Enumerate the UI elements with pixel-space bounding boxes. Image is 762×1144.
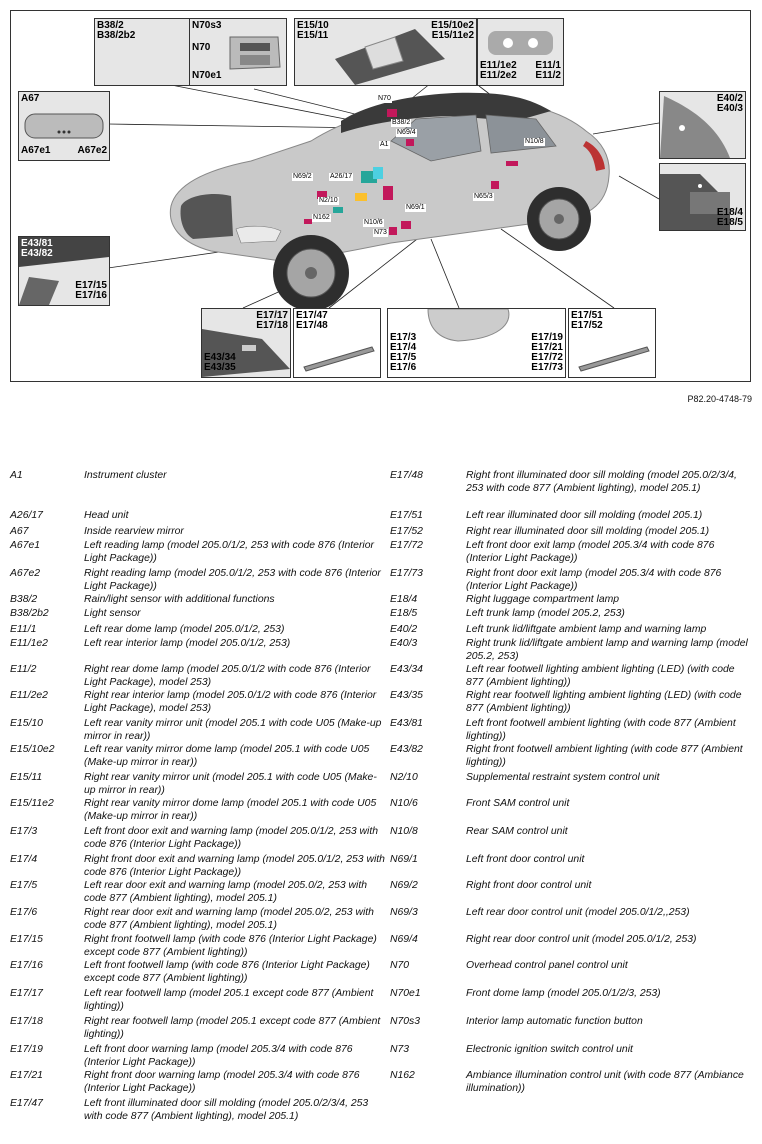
- legend-description: Right front door warning lamp (model 205.3/4 with code 876 (Interior Light Package)): [84, 1070, 360, 1094]
- legend-code: E17/6: [10, 907, 38, 918]
- legend-description: Electronic ignition switch control unit: [466, 1044, 633, 1055]
- legend-description: Left front footwell lamp (with code 876 (Interior Light Package) except code 877 (Ambient lighting)): [84, 960, 370, 984]
- inset-n70-label-2: N70: [192, 42, 211, 53]
- inset-e40: [659, 91, 746, 159]
- inset-e43-81: [18, 236, 110, 306]
- legend-description: Rear SAM control unit: [466, 826, 568, 837]
- legend-code: A26/17: [10, 510, 43, 521]
- inset-e17-3-label-8: E17/73: [531, 362, 563, 373]
- inset-b38: [94, 18, 195, 86]
- inset-e15-label-2: E15/11: [297, 30, 329, 41]
- legend-code: A67e1: [10, 540, 41, 551]
- legend-code: A67e2: [10, 568, 41, 579]
- inset-n70-label-1: N70s3: [192, 20, 222, 31]
- inset-e18-label-1: E18/4: [716, 207, 743, 218]
- legend-description: Head unit: [84, 510, 129, 521]
- legend-code: B38/2b2: [10, 608, 49, 619]
- legend-description: Left front door exit and warning lamp (model 205.0/1/2, 253 with code 876 (Interior Light Package)): [84, 826, 378, 850]
- legend-code: E17/17: [10, 988, 43, 999]
- legend-row: [390, 568, 752, 593]
- legend-code: E17/52: [390, 526, 423, 537]
- legend-description: Left rear illuminated door sill molding (model 205.1): [466, 510, 703, 521]
- legend-code: E17/18: [10, 1016, 43, 1027]
- legend-code: N10/6: [390, 798, 418, 809]
- legend-row: [10, 664, 385, 689]
- legend-description: Inside rearview mirror: [84, 526, 184, 537]
- legend-description: Right front illuminated door sill molding (model 205.0/2/3/4, 253 with code 877 (Ambient lighting), model 205.1): [466, 470, 737, 494]
- legend-description: Ambiance illumination control unit (with code 877 (Ambiance illumination)): [466, 1070, 744, 1094]
- legend-code: E17/48: [390, 470, 423, 481]
- inset-e40-label-2: E40/3: [716, 103, 743, 114]
- legend-row: [10, 880, 385, 905]
- legend-row: [390, 907, 752, 920]
- callout-n69-1: N69/1: [406, 204, 425, 211]
- inset-e17-3-label-7: E17/72: [531, 352, 563, 363]
- legend-description: Left rear interior lamp (model 205.0/1/2, 253): [84, 638, 291, 649]
- inset-e11-label-4: E11/2: [535, 70, 561, 81]
- legend-description: Left front footwell ambient lighting (with code 877 (Ambient lighting)): [466, 718, 736, 742]
- legend-description: Left rear footwell lighting ambient lighting (LED) (with code 877 (Ambient lighting)): [466, 664, 735, 688]
- legend-code: N162: [390, 1070, 415, 1081]
- legend-description: Right rear dome lamp (model 205.0/1/2 with code 876 (Interior Light Package), model 253): [84, 664, 371, 688]
- legend-description: Front dome lamp (model 205.0/1/2/3, 253): [466, 988, 661, 999]
- legend-row: [10, 1098, 385, 1123]
- inset-e11-label-3: E11/1: [535, 60, 561, 71]
- legend-row: [10, 540, 385, 565]
- legend-code: N69/3: [390, 907, 418, 918]
- legend-description: Left rear door control unit (model 205.0/1/2,,253): [466, 907, 690, 918]
- legend-row: [390, 798, 752, 811]
- inset-e17-3-label-4: E17/6: [390, 362, 417, 373]
- inset-e17-3-label-6: E17/21: [531, 342, 563, 353]
- inset-e11: [477, 18, 564, 86]
- legend-row: [10, 826, 385, 851]
- inset-e43-81-label-3: E17/15: [75, 280, 107, 291]
- inset-e18: [659, 163, 746, 231]
- legend-row: [10, 744, 385, 769]
- legend-code: E43/35: [390, 690, 423, 701]
- legend-code: N69/2: [390, 880, 418, 891]
- legend-code: E43/81: [390, 718, 423, 729]
- legend-row: [390, 664, 752, 689]
- legend-code: E17/5: [10, 880, 38, 891]
- figure-code: P82.20-4748-79: [687, 394, 752, 404]
- inset-e15-label-3: E15/10e2: [431, 20, 474, 31]
- legend-row: [10, 1016, 385, 1041]
- legend-code: E15/10e2: [10, 744, 55, 755]
- legend-row: [390, 854, 752, 867]
- inset-e17-51-label-2: E17/52: [571, 320, 603, 331]
- inset-b38-label-2: B38/2b2: [97, 30, 136, 41]
- legend-description: Right trunk lid/liftgate ambient lamp and warning lamp (model 205.2, 253): [466, 638, 748, 662]
- legend-row: [390, 624, 752, 637]
- inset-e17-17-label-3: E43/34: [204, 352, 236, 363]
- car-body: [170, 93, 609, 311]
- inset-n70: [189, 18, 287, 86]
- inset-e17-51: [568, 308, 656, 378]
- callout-n73: N73: [374, 229, 387, 236]
- legend-description: Front SAM control unit: [466, 798, 570, 809]
- legend-row: [10, 934, 385, 959]
- inset-e17-17: [201, 308, 291, 378]
- legend-code: E18/4: [390, 594, 418, 605]
- legend-row: [390, 934, 752, 947]
- legend-description: Light sensor: [84, 608, 141, 619]
- legend-description: Supplemental restraint system control unit: [466, 772, 660, 783]
- legend-description: Left front door control unit: [466, 854, 585, 865]
- legend-code: N2/10: [390, 772, 418, 783]
- legend-description: Right front door exit and warning lamp (model 205.0/1/2, 253 with code 876 (Interior Light Package)): [84, 854, 385, 878]
- inset-e15-label-4: E15/11e2: [431, 30, 474, 41]
- legend-row: [390, 690, 752, 715]
- legend-row: [10, 470, 385, 483]
- inset-e17-47-label-2: E17/48: [296, 320, 328, 331]
- inset-e17-3-label-5: E17/19: [531, 332, 563, 343]
- legend-code: E15/11: [10, 772, 43, 783]
- legend-row: [10, 907, 385, 932]
- legend-code: E17/51: [390, 510, 423, 521]
- inset-b38-label-1: B38/2: [97, 20, 124, 31]
- inset-n70-label-3: N70e1: [192, 70, 222, 81]
- legend-description: Left front illuminated door sill molding (model 205.0/2/3/4, 253 with code 877 (Ambient lighting), model 205.1): [84, 1098, 369, 1122]
- legend-row: [10, 854, 385, 879]
- legend-row: [390, 880, 752, 893]
- legend-description: Right rear door exit and warning lamp (model 205.0/2, 253 with code 877 (Ambient lighting), model 205.1): [84, 907, 374, 931]
- legend-row: [390, 744, 752, 769]
- legend-code: E17/47: [10, 1098, 43, 1109]
- component-location-figure: [10, 10, 751, 382]
- legend-description: Right rear footwell lamp (model 205.1 except code 877 (Ambient lighting)): [84, 1016, 381, 1040]
- inset-e17-3-label-3: E17/5: [390, 352, 417, 363]
- legend-row: [390, 510, 752, 523]
- legend-code: N69/4: [390, 934, 418, 945]
- callout-a26-17: A26/17: [330, 173, 353, 180]
- inset-e17-17-label-4: E43/35: [204, 362, 236, 373]
- legend-description: Right rear interior lamp (model 205.0/1/2 with code 876 (Interior Light Package), model 253): [84, 690, 377, 714]
- legend-description: Left front door warning lamp (model 205.3/4 with code 876 (Interior Light Package)): [84, 1044, 353, 1068]
- legend-row: [10, 1070, 385, 1095]
- inset-e17-47-label-1: E17/47: [296, 310, 328, 321]
- inset-e11-label-2: E11/2e2: [480, 70, 517, 81]
- legend-row: [390, 1070, 752, 1095]
- legend-description: Right rear door control unit (model 205.0/1/2, 253): [466, 934, 697, 945]
- legend-description: Right rear vanity mirror unit (model 205.1 with code U05 (Make-up mirror in rear)): [84, 772, 377, 796]
- legend-description: Right front door exit lamp (model 205.3/4 with code 876 (Interior Light Package)): [466, 568, 722, 592]
- legend-description: Left trunk lid/liftgate ambient lamp and warning lamp: [466, 624, 707, 635]
- legend-description: Right rear footwell lighting ambient lighting (LED) (with code 877 (Ambient lighting)): [466, 690, 742, 714]
- legend-code: E17/4: [10, 854, 38, 865]
- inset-a67-label-1: A67: [21, 93, 40, 104]
- inset-e15-label-1: E15/10: [297, 20, 329, 31]
- legend-code: N70e1: [390, 988, 421, 999]
- callout-n69-2: N69/2: [293, 173, 312, 180]
- legend-code: E15/10: [10, 718, 43, 729]
- legend-code: E15/11e2: [10, 798, 54, 809]
- legend-description: Right front footwell lamp (with code 876 (Interior Light Package) except code 877 (Ambient lighting)): [84, 934, 377, 958]
- legend-row: [10, 960, 385, 985]
- inset-e43-81-label-1: E43/81: [21, 238, 53, 249]
- inset-e15: [294, 18, 477, 86]
- legend-description: Left reading lamp (model 205.0/1/2, 253 with code 876 (Interior Light Package)): [84, 540, 374, 564]
- legend-row: [390, 638, 752, 663]
- inset-e17-47: [293, 308, 381, 378]
- legend-row: [390, 1016, 752, 1029]
- legend-description: Right front door control unit: [466, 880, 592, 891]
- legend-description: Left rear dome lamp (model 205.0/1/2, 253): [84, 624, 285, 635]
- legend-row: [390, 988, 752, 1001]
- legend-description: Left rear door exit and warning lamp (model 205.0/2, 253 with code 877 (Ambient lighting), model 205.1): [84, 880, 368, 904]
- legend-row: [390, 1044, 752, 1057]
- legend-code: E43/82: [390, 744, 423, 755]
- legend-row: [10, 526, 385, 539]
- legend-description: Left trunk lamp (model 205.2, 253): [466, 608, 625, 619]
- legend-row: [390, 960, 752, 973]
- legend-row: [390, 470, 752, 495]
- callout-b38-2: B38/2: [392, 119, 411, 126]
- legend-code: E17/21: [10, 1070, 43, 1081]
- inset-e43-81-label-4: E17/16: [75, 290, 107, 301]
- legend-row: [390, 594, 752, 607]
- legend-description: Left rear vanity mirror unit (model 205.1 with code U05 (Make-up mirror in rear)): [84, 718, 382, 742]
- legend-code: E11/2: [10, 664, 37, 675]
- legend-code: E17/15: [10, 934, 43, 945]
- inset-e17-3-label-2: E17/4: [390, 342, 417, 353]
- inset-e17-51-label-1: E17/51: [571, 310, 603, 321]
- legend-description: Instrument cluster: [84, 470, 167, 481]
- legend-code: N70s3: [390, 1016, 421, 1027]
- callout-n10-6: N10/6: [364, 219, 383, 226]
- legend-description: Right luggage compartment lamp: [466, 594, 620, 605]
- legend-row: [390, 718, 752, 743]
- legend-row: [390, 772, 752, 785]
- callout-n70: N70: [378, 95, 391, 102]
- legend-row: [10, 608, 385, 621]
- callout-n10-8: N10/8: [525, 138, 544, 145]
- legend-code: N10/8: [390, 826, 418, 837]
- legend-row: [10, 772, 385, 797]
- legend-description: Rain/light sensor with additional functions: [84, 594, 275, 605]
- legend-row: [10, 690, 385, 715]
- legend-code: E17/16: [10, 960, 43, 971]
- callout-n162: N162: [313, 214, 330, 221]
- legend-row: [390, 526, 752, 539]
- legend-code: E43/34: [390, 664, 423, 675]
- callout-n69-4: N69/4: [397, 129, 416, 136]
- legend-row: [10, 594, 385, 607]
- legend-code: E17/19: [10, 1044, 43, 1055]
- inset-e18-label-2: E18/5: [716, 217, 743, 228]
- legend-row: [10, 798, 385, 823]
- inset-a67: [18, 91, 110, 161]
- legend-row: [10, 1044, 385, 1069]
- legend-description: Right reading lamp (model 205.0/1/2, 253 with code 876 (Interior Light Package)): [84, 568, 381, 592]
- legend-code: A1: [10, 470, 23, 481]
- legend-code: E17/72: [390, 540, 423, 551]
- legend-row: [390, 826, 752, 839]
- legend-row: [10, 988, 385, 1013]
- legend-description: Right front footwell ambient lighting (with code 877 (Ambient lighting)): [466, 744, 743, 768]
- legend-row: [390, 540, 752, 565]
- legend-description: Interior lamp automatic function button: [466, 1016, 643, 1027]
- legend-code: A67: [10, 526, 29, 537]
- inset-e40-label-1: E40/2: [716, 93, 743, 104]
- legend-code: E18/5: [390, 608, 418, 619]
- inset-e17-3-label-1: E17/3: [390, 332, 417, 343]
- legend-code: E11/2e2: [10, 690, 48, 701]
- legend-row: [10, 718, 385, 743]
- inset-a67-label-3: A67e2: [77, 145, 107, 156]
- inset-e17-17-label-1: E17/17: [256, 310, 288, 321]
- legend-code: E40/3: [390, 638, 418, 649]
- inset-e43-81-label-2: E43/82: [21, 248, 53, 259]
- legend-description: Right rear vanity mirror dome lamp (model 205.1 with code U05 (Make-up mirror in rear)): [84, 798, 377, 822]
- legend-description: Left front door exit lamp (model 205.3/4 with code 876 (Interior Light Package)): [466, 540, 715, 564]
- legend-code: N69/1: [390, 854, 418, 865]
- legend-row: [10, 624, 385, 637]
- legend-code: E40/2: [390, 624, 418, 635]
- callout-n65-3: N65/3: [474, 193, 493, 200]
- legend-code: E17/73: [390, 568, 423, 579]
- inset-e11-label-1: E11/1e2: [480, 60, 517, 71]
- callout-n2-10: N2/10: [319, 197, 338, 204]
- legend-description: Right rear illuminated door sill molding (model 205.1): [466, 526, 710, 537]
- inset-e17-17-label-2: E17/18: [256, 320, 288, 331]
- legend-description: Left rear footwell lamp (model 205.1 except code 877 (Ambient lighting)): [84, 988, 374, 1012]
- callout-a1: A1: [380, 141, 389, 148]
- legend-code: E17/3: [10, 826, 38, 837]
- inset-a67-label-2: A67e1: [21, 145, 51, 156]
- legend-row: [10, 510, 385, 523]
- inset-e17-3: [387, 308, 566, 378]
- legend-description: Overhead control panel control unit: [466, 960, 628, 971]
- legend-row: [10, 568, 385, 593]
- legend-row: [390, 608, 752, 621]
- legend-code: N70: [390, 960, 410, 971]
- legend-code: N73: [390, 1044, 410, 1055]
- legend-row: [10, 638, 385, 651]
- legend-description: Left rear vanity mirror dome lamp (model 205.1 with code U05 (Make-up mirror in rear)): [84, 744, 370, 768]
- legend-code: E11/1: [10, 624, 37, 635]
- legend-code: E11/1e2: [10, 638, 48, 649]
- legend-code: B38/2: [10, 594, 38, 605]
